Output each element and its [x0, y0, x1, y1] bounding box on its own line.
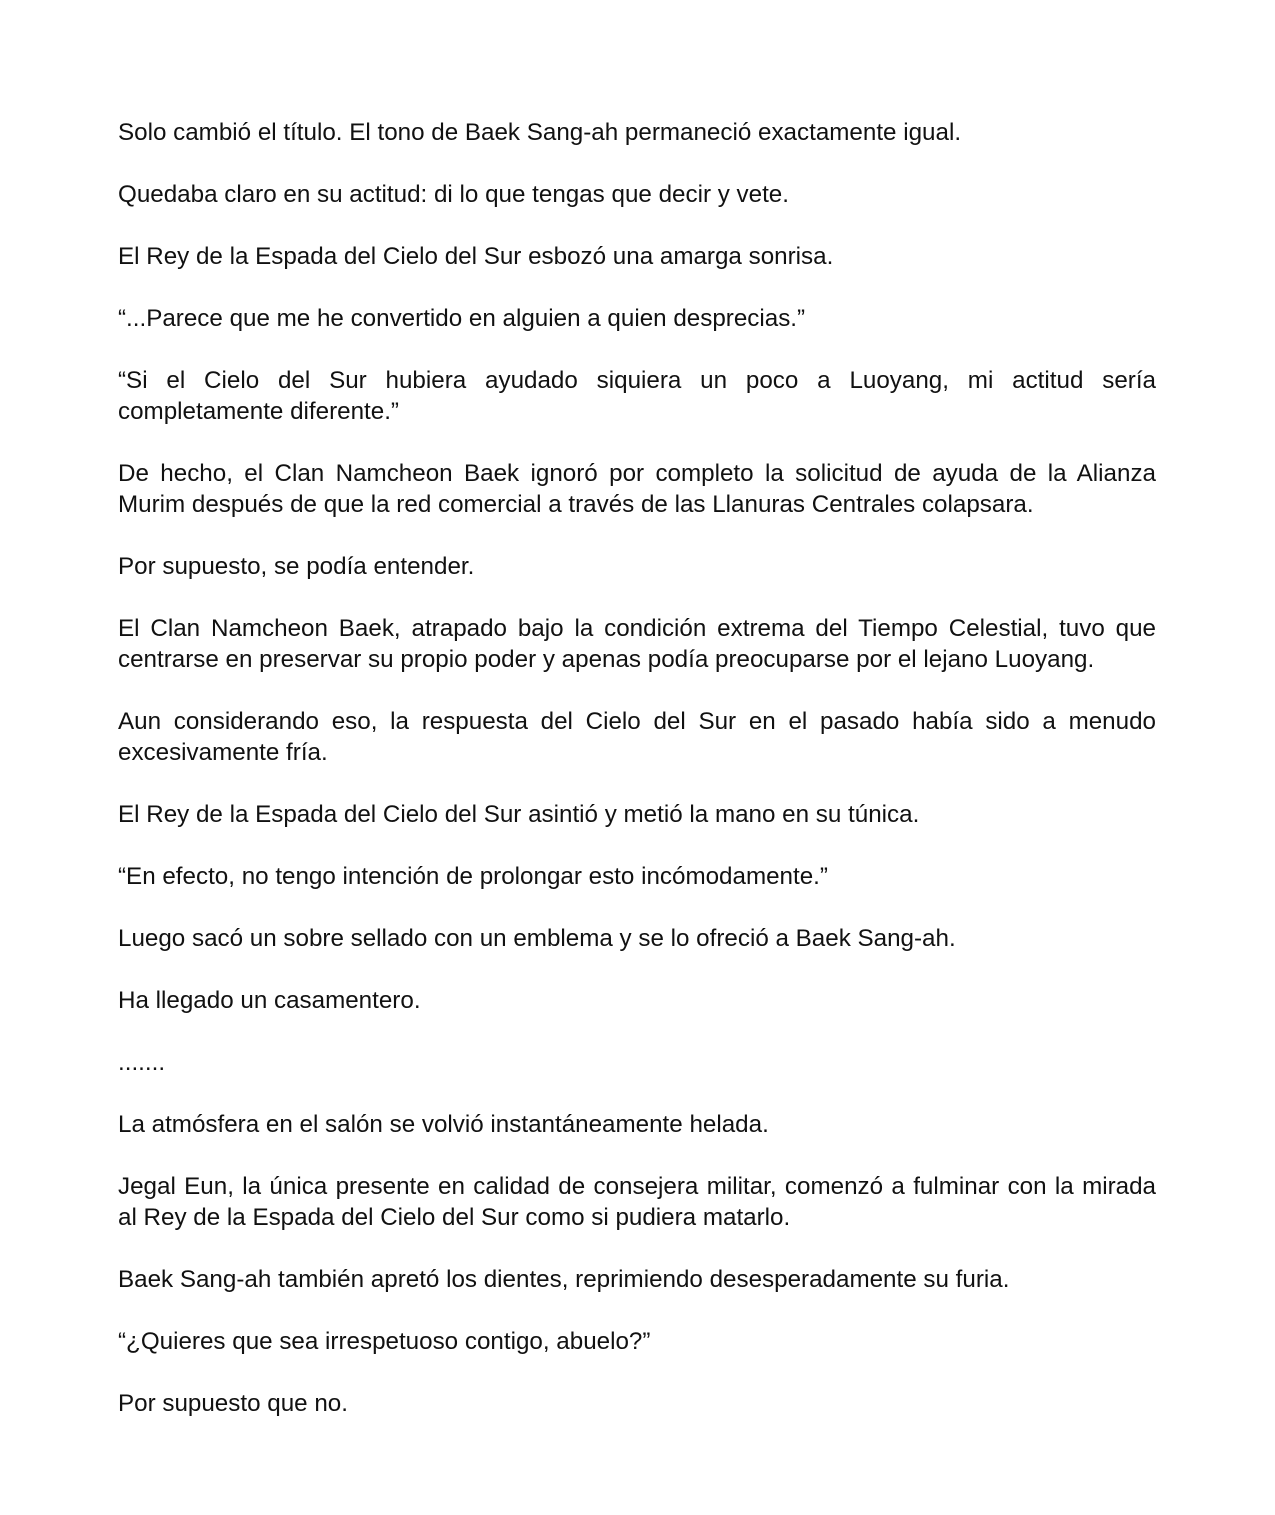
paragraph: El Clan Namcheon Baek, atrapado bajo la condición extrema del Tiempo Celestial, tuvo que centrarse en preservar su propio poder y apenas podía preocuparse por el lejano Luoyang.: [118, 615, 1156, 673]
paragraph: “¿Quieres que sea irrespetuoso contigo, abuelo?”: [118, 1328, 651, 1355]
paragraph: De hecho, el Clan Namcheon Baek ignoró por completo la solicitud de ayuda de la Alianza Murim después de que la red comercial a través de las Llanuras Centrales colapsara.: [118, 460, 1156, 518]
paragraph: Aun considerando eso, la respuesta del Cielo del Sur en el pasado había sido a menudo excesivamente fría.: [118, 708, 1156, 766]
paragraph: El Rey de la Espada del Cielo del Sur asintió y metió la mano en su túnica.: [118, 801, 920, 828]
paragraph: Por supuesto, se podía entender.: [118, 553, 475, 580]
paragraph: La atmósfera en el salón se volvió instantáneamente helada.: [118, 1111, 769, 1138]
paragraph: El Rey de la Espada del Cielo del Sur esbozó una amarga sonrisa.: [118, 243, 834, 270]
paragraph: Quedaba claro en su actitud: di lo que tengas que decir y vete.: [118, 181, 789, 208]
paragraph: “Si el Cielo del Sur hubiera ayudado siquiera un poco a Luoyang, mi actitud sería completamente diferente.”: [118, 367, 1156, 425]
paragraph: “...Parece que me he convertido en alguien a quien desprecias.”: [118, 305, 806, 332]
paragraph: Baek Sang-ah también apretó los dientes, reprimiendo desesperadamente su furia.: [118, 1266, 1010, 1293]
paragraph: .......: [118, 1049, 166, 1076]
paragraph: Por supuesto que no.: [118, 1390, 348, 1417]
paragraph: Solo cambió el título. El tono de Baek Sang-ah permaneció exactamente igual.: [118, 119, 962, 146]
document-page: [118, 117, 1156, 1419]
paragraph: “En efecto, no tengo intención de prolongar esto incómodamente.”: [118, 863, 828, 890]
paragraph: Ha llegado un casamentero.: [118, 987, 421, 1014]
paragraph: Luego sacó un sobre sellado con un emblema y se lo ofreció a Baek Sang-ah.: [118, 925, 956, 952]
paragraph: Jegal Eun, la única presente en calidad de consejera militar, comenzó a fulminar con la mirada al Rey de la Espada del Cielo del Sur como si pudiera matarlo.: [118, 1173, 1156, 1231]
